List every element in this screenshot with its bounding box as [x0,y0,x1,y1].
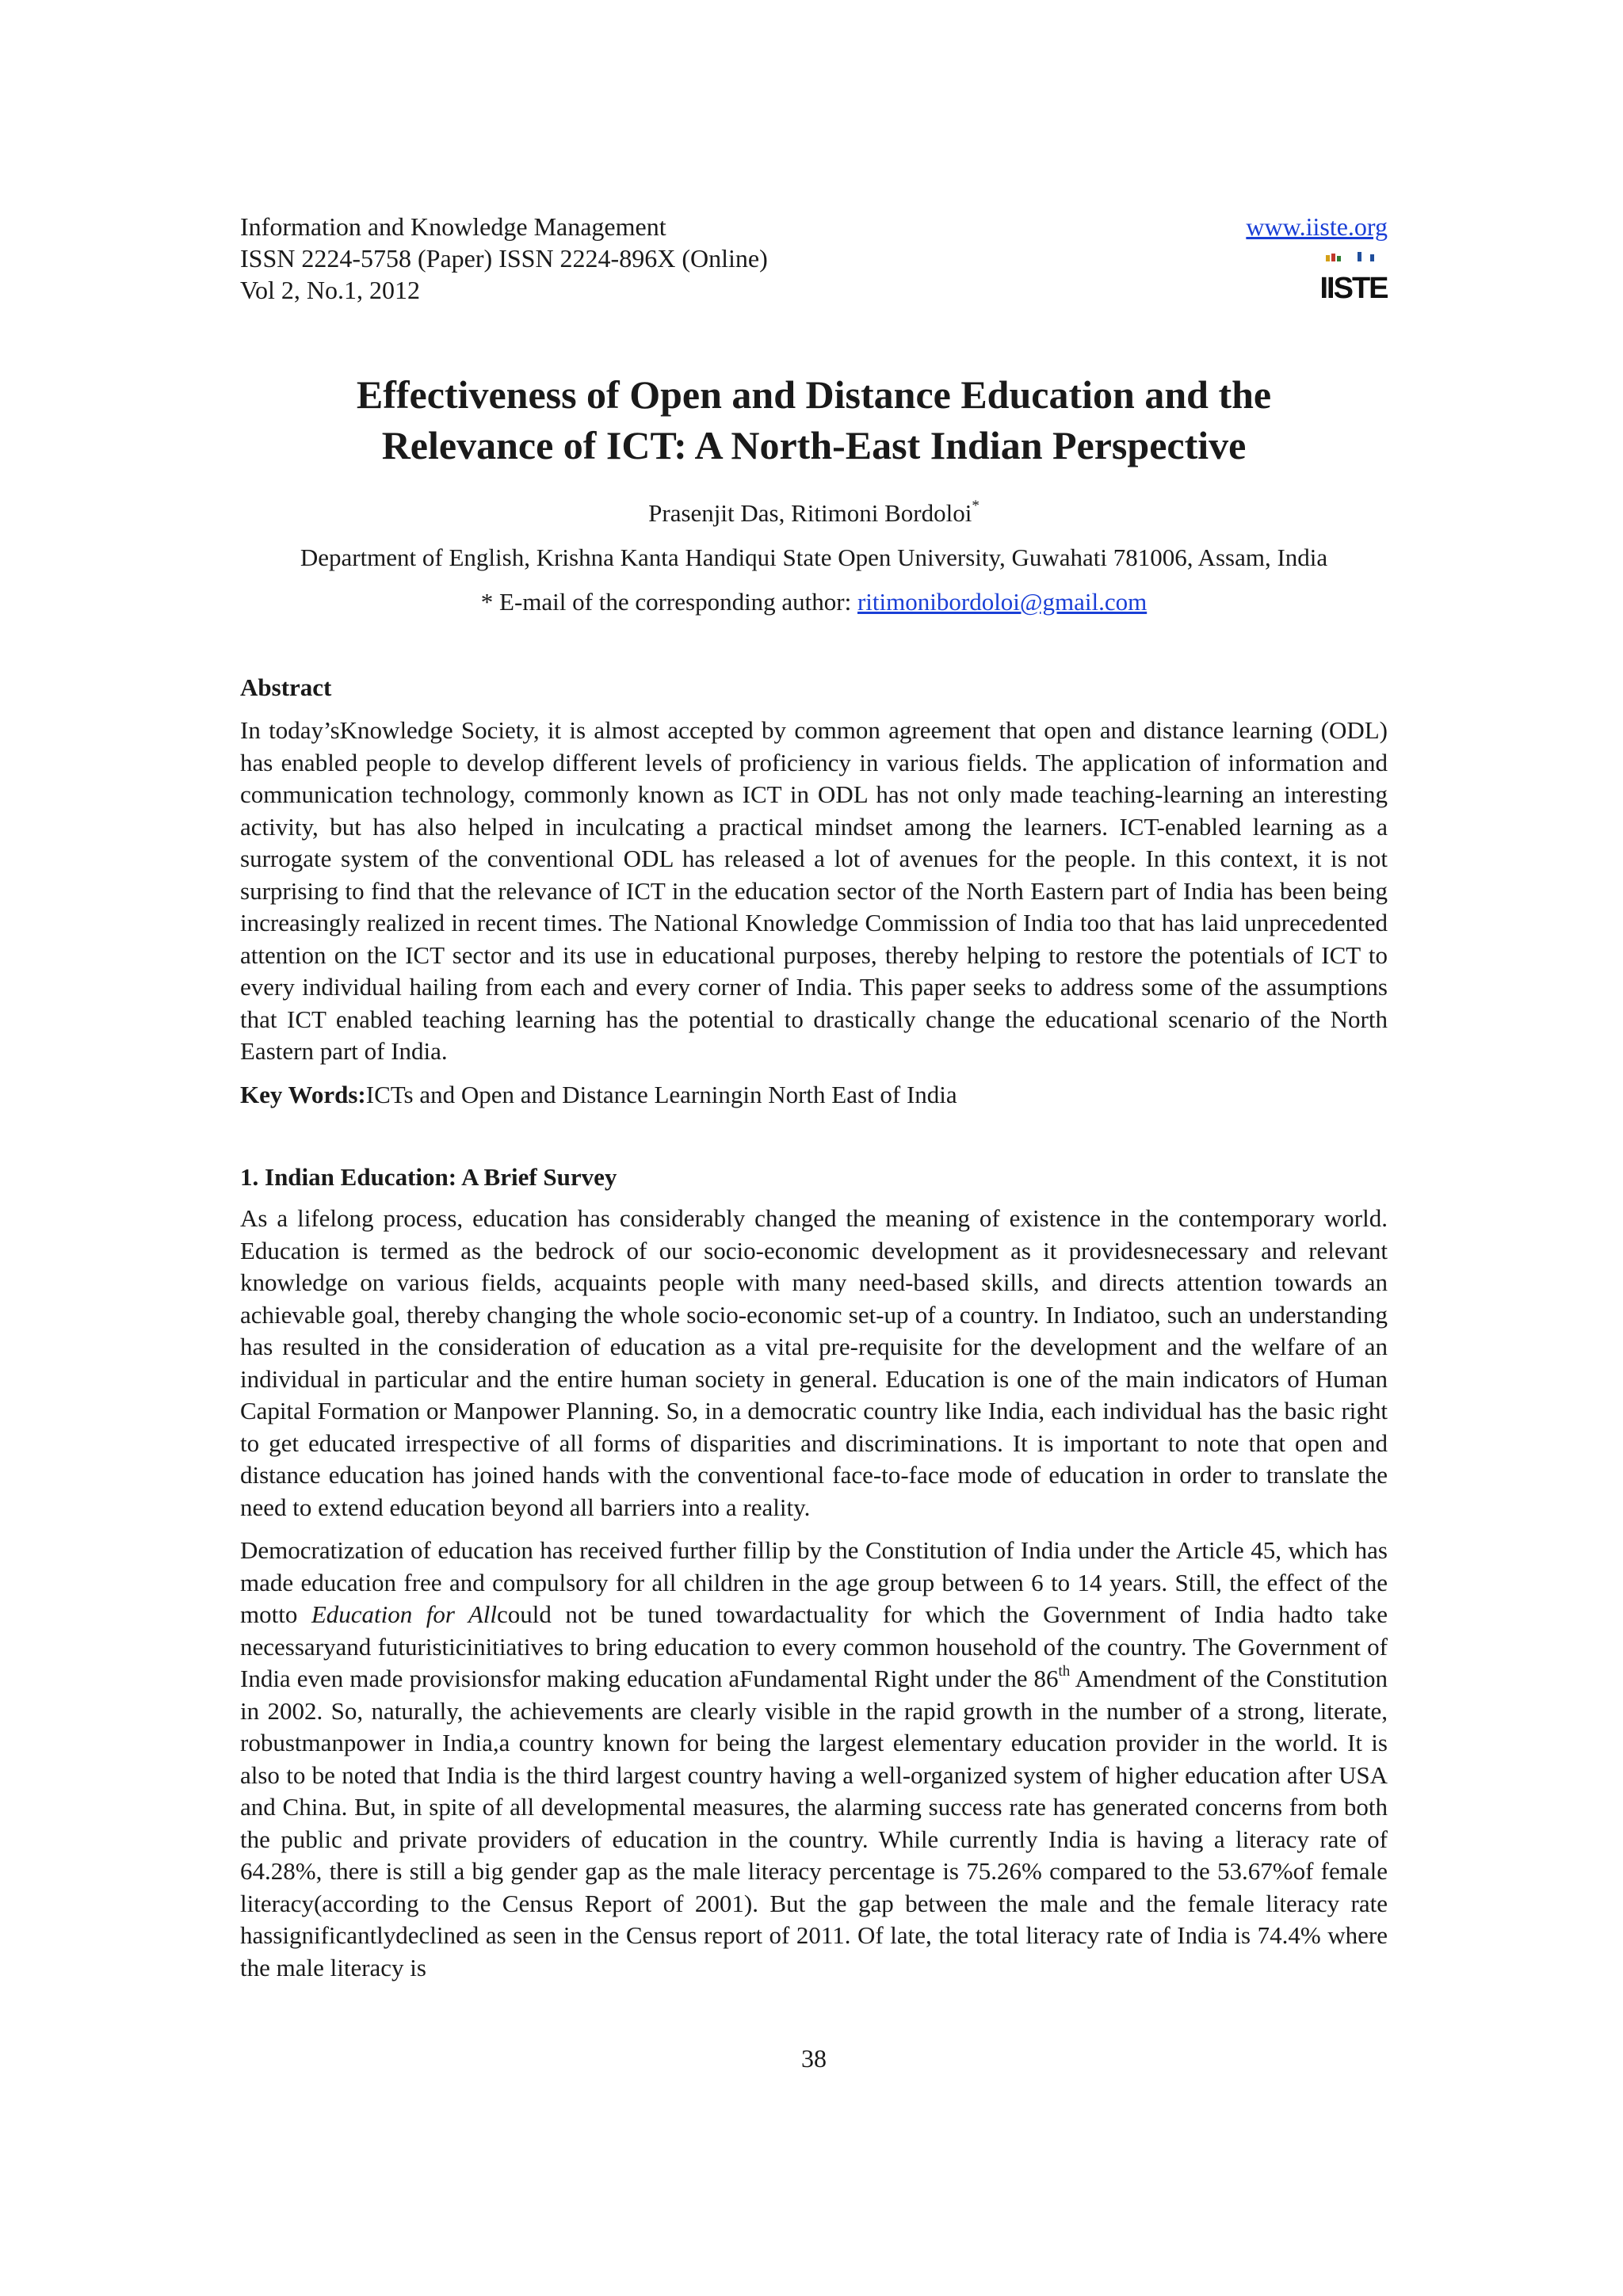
author-names [240,498,1388,529]
para2-part-a: Democratization of education has received further fillip by the Constitution of India under the Article 45, which has made education free and compulsory for all children in the age group between 6 to 14 years. Still, the effect of the motto [240,1536,1388,1628]
title-line-1: Effectiveness of Open and Distance Education and the [356,372,1272,417]
keywords [240,1079,1388,1112]
title-line-2: Relevance of ICT: A North-East Indian Perspective [381,423,1247,467]
journal-url-link[interactable]: www.iiste.org [1246,212,1388,241]
logo-text: IISTE [1319,272,1388,305]
author-affiliation: Department of English, Krishna Kanta Handiqui State Open University, Guwahati 781006, Assam, India [300,543,1328,571]
section-1 [240,1161,1388,1995]
journal-name: Information and Knowledge Management [240,212,666,241]
abstract-text: In today’sKnowledge Society, it is almost accepted by common agreement that open and distance learning (ODL) has enabled people to develop different levels of proficiency in various fields. The application of information and communication technology, commonly known as ICT in ODL has not only made teaching-learning an interesting activity, but has also helped in inculcating a practical mindset among the learners. ICT-enabled learning as a surrogate system of the conventional ODL has released a lot of avenues for the people. In this context, it is not surprising to find that the relevance of ICT in the education sector of the North Eastern part of India has been being increasingly realized in recent times. The National Knowledge Commission of India too that has laid unprecedented attention on the ICT sector and its use in educational purposes, thereby helping to restore the potentials of ICT to every individual hailing from each and every corner of India. This paper seeks to address some of the assumptions that ICT enabled teaching learning has the potential to drastically change the educational scenario of the North Eastern part of India. [240,716,1388,1065]
section-1-heading: 1. Indian Education: A Brief Survey [240,1163,617,1191]
abstract-heading: Abstract [240,673,332,701]
page-number: 38 [801,2044,827,2073]
journal-header [240,211,1388,306]
para2-part-c: Amendment of the Constitution in 2002. So, naturally, the achievements are clearly visible in the rapid growth in the number of a strong, literate, robustmanpower in India,a country known for being the largest elementary education provider in the world. It is also to be noted that India is the third largest country having a well-organized system of higher education after USA and China. But, in spite of all developmental measures, the alarming success rate has generated concerns from both the public and private providers of education in the country. While currently India is having a literacy rate of 64.28%, there is still a big gender gap as the male literacy percentage is 75.26% compared to the 53.67%of female literacy(according to the Census Report of 2001). But the gap between the male and the female literacy rate hassignificantlydeclined as seen in the Census report of 2011. Of late, the total literacy rate of India is 74.4% where the male literacy is [240,1665,1388,1981]
corresponding-email [240,586,1388,618]
email-prefix: * E-mail of the corresponding author: [480,588,857,616]
section-1-paragraph-1: As a lifelong process, education has considerably changed the meaning of existence in the contemporary world. Education is termed as the bedrock of our socio-economic development as it providesnecessary and relevant knowledge on various fields, acquaints people with many need-based skills, and directs attention towards an achievable goal, thereby changing the whole socio-economic set-up of a country. In Indiatoo, such an understanding has resulted in the consideration of education as a vital pre-requisite for the development and the welfare of an individual in particular and the entire human society in general. Education is one of the main indicators of Human Capital Formation or Manpower Planning. So, in a democratic country like India, each individual has the basic right to get educated irrespective of all forms of disparities and discriminations. It is important to note that open and distance education has joined hands with the conventional face-to-face mode of education in order to translate the need to extend education beyond all barriers into a reality. [240,1204,1388,1521]
keywords-label: Key Words: [240,1080,366,1108]
para2-part-b: could not be tuned towardactuality for which the Government of India hadto take necessaryand futuristicinitiatives to bring education to every common household of the country. The Government of India even made provisionsfor making education aFundamental Right under the 86 [240,1600,1388,1692]
abstract-section [240,672,1388,1122]
section-1-paragraph-2 [240,1535,1388,1984]
keywords-text: ICTs and Open and Distance Learningin North East of India [365,1080,957,1108]
iiste-logo-icon [1319,250,1388,305]
journal-issn: ISSN 2224-5758 (Paper) ISSN 2224-896X (Online) [240,244,768,273]
paper-title [240,369,1388,471]
motto-text: Education for All [311,1600,497,1628]
corresponding-mark: * [972,498,980,514]
journal-volume: Vol 2, No.1, 2012 [240,276,420,304]
ordinal-suffix: th [1058,1663,1071,1680]
email-link[interactable]: ritimonibordoloi@gmail.com [857,588,1148,616]
author-list: Prasenjit Das, Ritimoni Bordoloi [648,499,972,527]
